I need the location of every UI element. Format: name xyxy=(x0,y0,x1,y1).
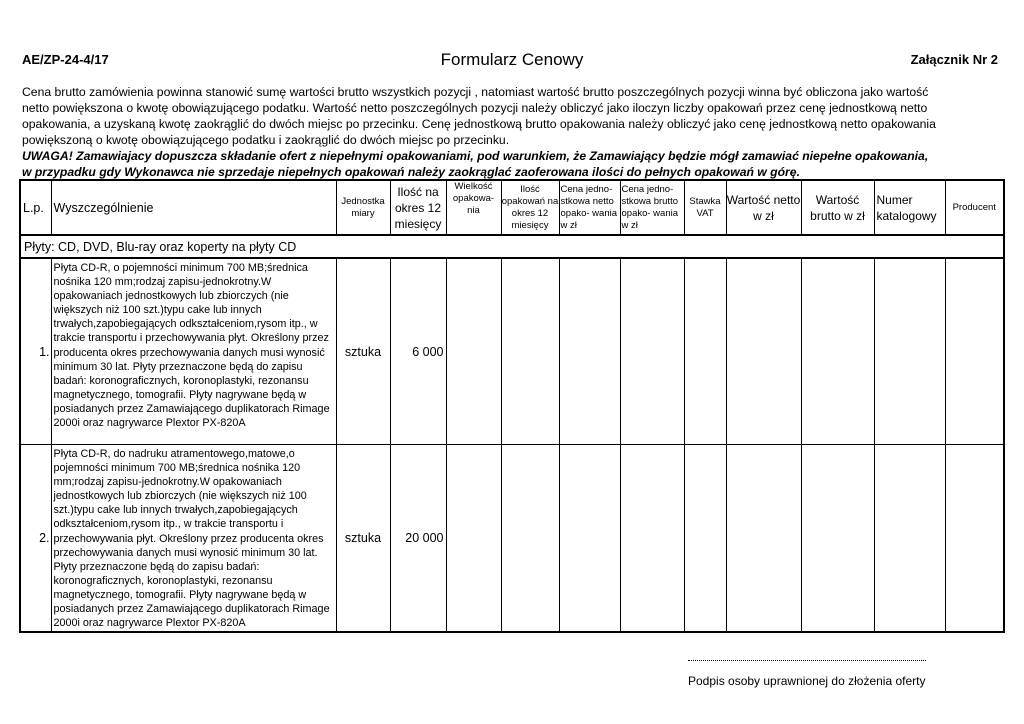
row-net-value-cell[interactable] xyxy=(726,445,801,633)
col-catalog-number: Numer katalogowy xyxy=(874,180,945,235)
col-packs: Ilość opakowań na okres 12 miesięcy xyxy=(501,180,559,235)
instructions xyxy=(22,84,957,180)
row-vat-cell[interactable] xyxy=(684,445,726,633)
row-net-value-cell[interactable] xyxy=(726,258,801,445)
table-header-row xyxy=(20,180,1004,235)
row-packs-cell[interactable] xyxy=(501,258,559,445)
signature-line xyxy=(688,660,926,661)
row-pack-size-cell[interactable] xyxy=(446,445,501,633)
document-reference: AE/ZP-24-4/17 xyxy=(22,52,109,67)
col-lp: L.p. xyxy=(20,180,51,235)
row-description: Płyta CD-R, o pojemności minimum 700 MB;średnica nośnika 120 mm;rodzaj zapisu-jednokrotny.W opakowaniach jednostkowych lub zbiorczych (nie większych niż 100 szt.)typu cake lub innych trwałych,zapobiegających odkształceniom,rysom itp., w trakcie transportu i przechowywania płyt. Określony przez producenta okres przechowywania danych musi wynosić minimum 30 lat. Płyty przeznaczone będą do zapisu badań: koronograficznych, koronoplastyki, rezonansu magnetycznego, tomografii. Płyty nagrywane będą w posiadanych przez Zamawiającego duplikatorach Rimage 2000i oraz nagrywarce Plextor PX-820A xyxy=(51,258,336,445)
col-net-value: Wartość netto w zł xyxy=(726,180,801,235)
row-qty: 6 000 xyxy=(390,258,446,445)
section-row xyxy=(20,235,1004,258)
table-row xyxy=(20,258,1004,445)
row-unit-gross-cell[interactable] xyxy=(620,258,684,445)
warning-line-1: UWAGA! Zamawiajacy dopuszcza składanie ofert z niepełnymi opakowaniami, pod warunkiem, że Zamawiający będzie mógł zamawiać niepełne opakowania, xyxy=(22,149,929,163)
row-unit: sztuka xyxy=(336,445,390,633)
col-name: Wyszczególnienie xyxy=(51,180,336,235)
row-producer-cell[interactable] xyxy=(945,258,1004,445)
row-gross-value-cell[interactable] xyxy=(801,258,874,445)
col-unit-gross: Cena jedno- stkowa brutto opako- wania w zł xyxy=(620,180,684,235)
row-lp: 2. xyxy=(20,445,51,633)
row-qty: 20 000 xyxy=(390,445,446,633)
attachment-number: Załącznik Nr 2 xyxy=(910,52,998,67)
row-gross-value-cell[interactable] xyxy=(801,445,874,633)
row-vat-cell[interactable] xyxy=(684,258,726,445)
row-catalog-cell[interactable] xyxy=(874,445,945,633)
document-title: Formularz Cenowy xyxy=(440,50,584,69)
price-table xyxy=(19,179,1005,633)
signature-label: Podpis osoby uprawnionej do złożenia oferty xyxy=(688,674,926,688)
row-description: Płyta CD-R, do nadruku atramentowego,matowe,o pojemności minimum 700 MB;średnica nośnika 120 mm;rodzaj zapisu-jednokrotny.W opakowaniach jednostkowych lub zbiorczych (nie większych niż 100 szt.)typu cake lub innych trwałych,zapobiegających odkształceniom,rysom itp., w trakcie transportu i przechowywania płyt. Określony przez producenta okres przechowywania danych musi wynosić minimum 30 lat. Płyty przeznaczone będą do zapisu badań: koronograficznych, koronoplastyki, rezonansu magnetycznego, tomografii. Płyty nagrywane będą w posiadanych przez Zamawiającego duplikatorach Rimage 2000i oraz nagrywarce Plextor PX-820A xyxy=(51,445,336,633)
table-row xyxy=(20,445,1004,633)
row-unit-net-cell[interactable] xyxy=(559,445,620,633)
row-unit-net-cell[interactable] xyxy=(559,258,620,445)
col-unit: Jednostka miary xyxy=(336,180,390,235)
col-gross-value: Wartość brutto w zł xyxy=(801,180,874,235)
row-pack-size-cell[interactable] xyxy=(446,258,501,445)
row-packs-cell[interactable] xyxy=(501,445,559,633)
row-unit: sztuka xyxy=(336,258,390,445)
col-vat: Stawka VAT xyxy=(684,180,726,235)
section-title: Płyty: CD, DVD, Blu-ray oraz koperty na płyty CD xyxy=(20,235,1004,258)
row-producer-cell[interactable] xyxy=(945,445,1004,633)
row-catalog-cell[interactable] xyxy=(874,258,945,445)
row-unit-gross-cell[interactable] xyxy=(620,445,684,633)
col-unit-net: Cena jedno- stkowa netto opako- wania w zł xyxy=(559,180,620,235)
row-lp: 1. xyxy=(20,258,51,445)
instructions-paragraph: Cena brutto zamówienia powinna stanowić sumę wartości brutto wszystkich pozycji , natomiast wartość brutto poszczególnych pozycji winna być obliczona jako wartość netto powiększona o kwotę obowiązującego podatku. Wartość netto poszczególnych pozycji należy obliczyć jako iloczyn liczby opakowań przez cenę jednostkową netto opakowania, a uzyskaną kwotę zaokrąglić do dwóch miejsc po przecinku. Cenę jednostkową brutto opakowania należy obliczyć jako cenę jednostkową netto opakowania powiększoną o kwotę obowiązującego podatku i zaokrąglić do dwóch miejsc po przecinku. xyxy=(22,85,936,147)
col-qty: Ilość na okres 12 miesięcy xyxy=(390,180,446,235)
col-pack-size: Wielkość opakowa- nia xyxy=(446,180,501,235)
warning-line-2: w przypadku gdy Wykonawca nie sprzedaje niepełnych opakowań należy zaokrąglać zaoferowana ilości do pełnych opakowań w górę. xyxy=(22,165,800,179)
col-producer: Producent xyxy=(945,180,1004,235)
